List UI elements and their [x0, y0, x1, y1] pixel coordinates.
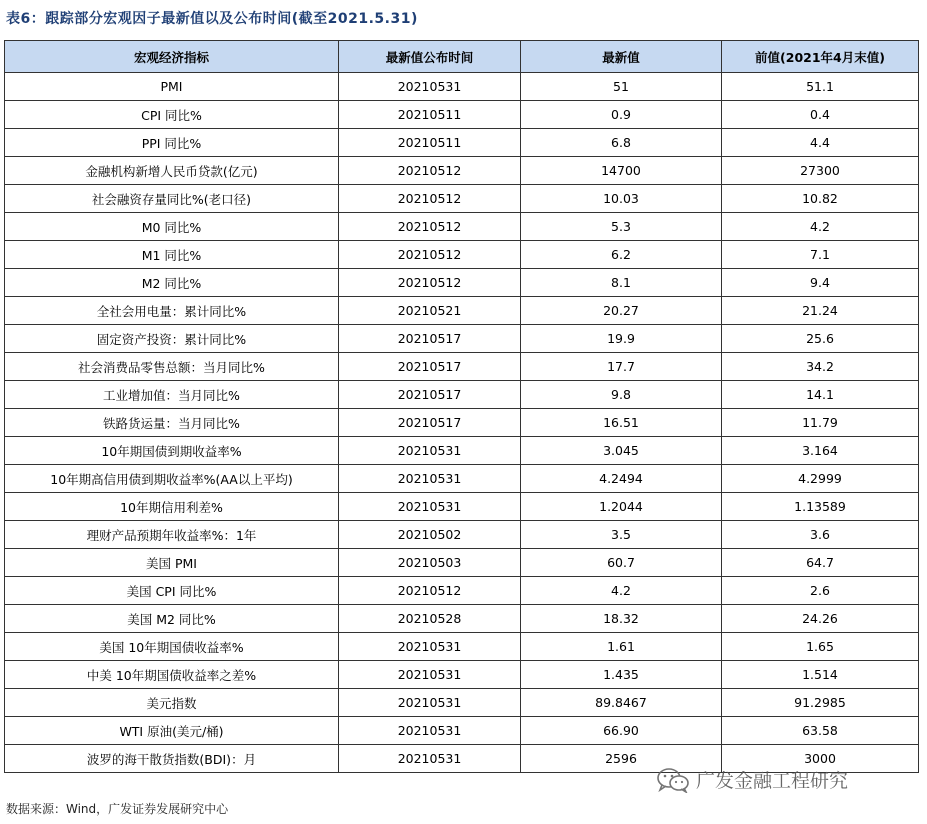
- cell-latest-value: 6.2: [521, 241, 722, 269]
- cell-indicator: M2 同比%: [5, 269, 339, 297]
- cell-latest-value: 60.7: [521, 549, 722, 577]
- cell-previous-value: 1.514: [722, 661, 919, 689]
- cell-previous-value: 51.1: [722, 73, 919, 101]
- cell-latest-value: 0.9: [521, 101, 722, 129]
- watermark-text: 广发金融工程研究: [696, 770, 849, 792]
- cell-release-date: 20210511: [339, 101, 521, 129]
- table-row: [5, 493, 919, 521]
- cell-release-date: 20210511: [339, 129, 521, 157]
- cell-previous-value: 2.6: [722, 577, 919, 605]
- cell-release-date: 20210531: [339, 437, 521, 465]
- table-row: [5, 633, 919, 661]
- cell-previous-value: 21.24: [722, 297, 919, 325]
- cell-release-date: 20210531: [339, 717, 521, 745]
- cell-previous-value: 24.26: [722, 605, 919, 633]
- cell-latest-value: 51: [521, 73, 722, 101]
- cell-previous-value: 4.2999: [722, 465, 919, 493]
- cell-previous-value: 3.164: [722, 437, 919, 465]
- cell-previous-value: 91.2985: [722, 689, 919, 717]
- wechat-icon: [656, 767, 690, 793]
- cell-latest-value: 1.61: [521, 633, 722, 661]
- cell-indicator: CPI 同比%: [5, 101, 339, 129]
- cell-latest-value: 17.7: [521, 353, 722, 381]
- table-row: [5, 157, 919, 185]
- macro-factor-table-container: [4, 40, 918, 773]
- cell-release-date: 20210512: [339, 269, 521, 297]
- cell-latest-value: 10.03: [521, 185, 722, 213]
- cell-indicator: 美国 M2 同比%: [5, 605, 339, 633]
- table-title: 表6：跟踪部分宏观因子最新值以及公布时间(截至2021.5.31): [6, 11, 418, 27]
- table-row: [5, 297, 919, 325]
- cell-latest-value: 3.5: [521, 521, 722, 549]
- cell-previous-value: 7.1: [722, 241, 919, 269]
- cell-previous-value: 11.79: [722, 409, 919, 437]
- cell-release-date: 20210517: [339, 353, 521, 381]
- table-row: [5, 241, 919, 269]
- cell-release-date: 20210531: [339, 745, 521, 773]
- cell-latest-value: 5.3: [521, 213, 722, 241]
- cell-indicator: 10年期信用利差%: [5, 493, 339, 521]
- cell-latest-value: 20.27: [521, 297, 722, 325]
- cell-indicator: 社会融资存量同比%(老口径): [5, 185, 339, 213]
- cell-latest-value: 4.2: [521, 577, 722, 605]
- header-previous-value: 前值(2021年4月末值): [722, 41, 919, 73]
- cell-latest-value: 18.32: [521, 605, 722, 633]
- cell-release-date: 20210517: [339, 325, 521, 353]
- table-row: [5, 661, 919, 689]
- cell-indicator: 理财产品预期年收益率%：1年: [5, 521, 339, 549]
- cell-release-date: 20210531: [339, 73, 521, 101]
- cell-indicator: 金融机构新增人民币贷款(亿元): [5, 157, 339, 185]
- cell-indicator: 全社会用电量：累计同比%: [5, 297, 339, 325]
- cell-previous-value: 3.6: [722, 521, 919, 549]
- cell-release-date: 20210531: [339, 661, 521, 689]
- table-row: [5, 605, 919, 633]
- cell-release-date: 20210512: [339, 241, 521, 269]
- table-row: [5, 73, 919, 101]
- macro-factor-table: [4, 40, 919, 773]
- cell-latest-value: 1.435: [521, 661, 722, 689]
- cell-previous-value: 34.2: [722, 353, 919, 381]
- cell-indicator: M0 同比%: [5, 213, 339, 241]
- cell-previous-value: 3000: [722, 745, 919, 773]
- cell-release-date: 20210531: [339, 633, 521, 661]
- cell-indicator: WTI 原油(美元/桶): [5, 717, 339, 745]
- table-row: [5, 269, 919, 297]
- table-row: [5, 437, 919, 465]
- table-row: [5, 409, 919, 437]
- cell-indicator: 中美 10年期国债收益率之差%: [5, 661, 339, 689]
- cell-release-date: 20210512: [339, 213, 521, 241]
- table-row: [5, 521, 919, 549]
- cell-indicator: 社会消费品零售总额：当月同比%: [5, 353, 339, 381]
- data-source-note: 数据来源：Wind，广发证券发展研究中心: [6, 802, 229, 816]
- table-row: [5, 101, 919, 129]
- cell-latest-value: 1.2044: [521, 493, 722, 521]
- cell-previous-value: 14.1: [722, 381, 919, 409]
- cell-previous-value: 0.4: [722, 101, 919, 129]
- cell-indicator: 美国 CPI 同比%: [5, 577, 339, 605]
- table-row: [5, 717, 919, 745]
- cell-release-date: 20210503: [339, 549, 521, 577]
- cell-release-date: 20210531: [339, 465, 521, 493]
- cell-latest-value: 66.90: [521, 717, 722, 745]
- cell-indicator: M1 同比%: [5, 241, 339, 269]
- cell-previous-value: 25.6: [722, 325, 919, 353]
- cell-latest-value: 9.8: [521, 381, 722, 409]
- table-row: [5, 381, 919, 409]
- cell-latest-value: 89.8467: [521, 689, 722, 717]
- cell-release-date: 20210531: [339, 493, 521, 521]
- table-row: [5, 129, 919, 157]
- cell-release-date: 20210531: [339, 689, 521, 717]
- table-row: [5, 325, 919, 353]
- cell-previous-value: 64.7: [722, 549, 919, 577]
- table-row: [5, 213, 919, 241]
- cell-release-date: 20210521: [339, 297, 521, 325]
- cell-release-date: 20210512: [339, 185, 521, 213]
- cell-indicator: 工业增加值：当月同比%: [5, 381, 339, 409]
- table-row: [5, 577, 919, 605]
- cell-indicator: 10年期国债到期收益率%: [5, 437, 339, 465]
- cell-release-date: 20210502: [339, 521, 521, 549]
- cell-previous-value: 9.4: [722, 269, 919, 297]
- cell-previous-value: 1.13589: [722, 493, 919, 521]
- table-body: [5, 73, 919, 773]
- header-latest-value: 最新值: [521, 41, 722, 73]
- cell-indicator: 固定资产投资：累计同比%: [5, 325, 339, 353]
- cell-indicator: PMI: [5, 73, 339, 101]
- cell-release-date: 20210512: [339, 157, 521, 185]
- cell-previous-value: 1.65: [722, 633, 919, 661]
- cell-latest-value: 16.51: [521, 409, 722, 437]
- cell-latest-value: 14700: [521, 157, 722, 185]
- cell-release-date: 20210517: [339, 381, 521, 409]
- cell-latest-value: 8.1: [521, 269, 722, 297]
- cell-release-date: 20210517: [339, 409, 521, 437]
- table-row: [5, 185, 919, 213]
- watermark: [656, 766, 848, 793]
- cell-latest-value: 19.9: [521, 325, 722, 353]
- cell-indicator: PPI 同比%: [5, 129, 339, 157]
- table-row: [5, 465, 919, 493]
- cell-indicator: 美元指数: [5, 689, 339, 717]
- cell-latest-value: 3.045: [521, 437, 722, 465]
- cell-previous-value: 63.58: [722, 717, 919, 745]
- cell-indicator: 美国 10年期国债收益率%: [5, 633, 339, 661]
- cell-release-date: 20210528: [339, 605, 521, 633]
- header-release-date: 最新值公布时间: [339, 41, 521, 73]
- cell-release-date: 20210512: [339, 577, 521, 605]
- header-indicator: 宏观经济指标: [5, 41, 339, 73]
- table-header-row: [5, 41, 919, 73]
- cell-previous-value: 4.2: [722, 213, 919, 241]
- cell-latest-value: 2596: [521, 745, 722, 773]
- cell-previous-value: 10.82: [722, 185, 919, 213]
- cell-latest-value: 4.2494: [521, 465, 722, 493]
- cell-indicator: 美国 PMI: [5, 549, 339, 577]
- cell-indicator: 波罗的海干散货指数(BDI)：月: [5, 745, 339, 773]
- cell-previous-value: 27300: [722, 157, 919, 185]
- cell-indicator: 10年期高信用债到期收益率%(AA以上平均): [5, 465, 339, 493]
- cell-indicator: 铁路货运量：当月同比%: [5, 409, 339, 437]
- table-row: [5, 353, 919, 381]
- cell-latest-value: 6.8: [521, 129, 722, 157]
- cell-previous-value: 4.4: [722, 129, 919, 157]
- table-row: [5, 549, 919, 577]
- table-row: [5, 689, 919, 717]
